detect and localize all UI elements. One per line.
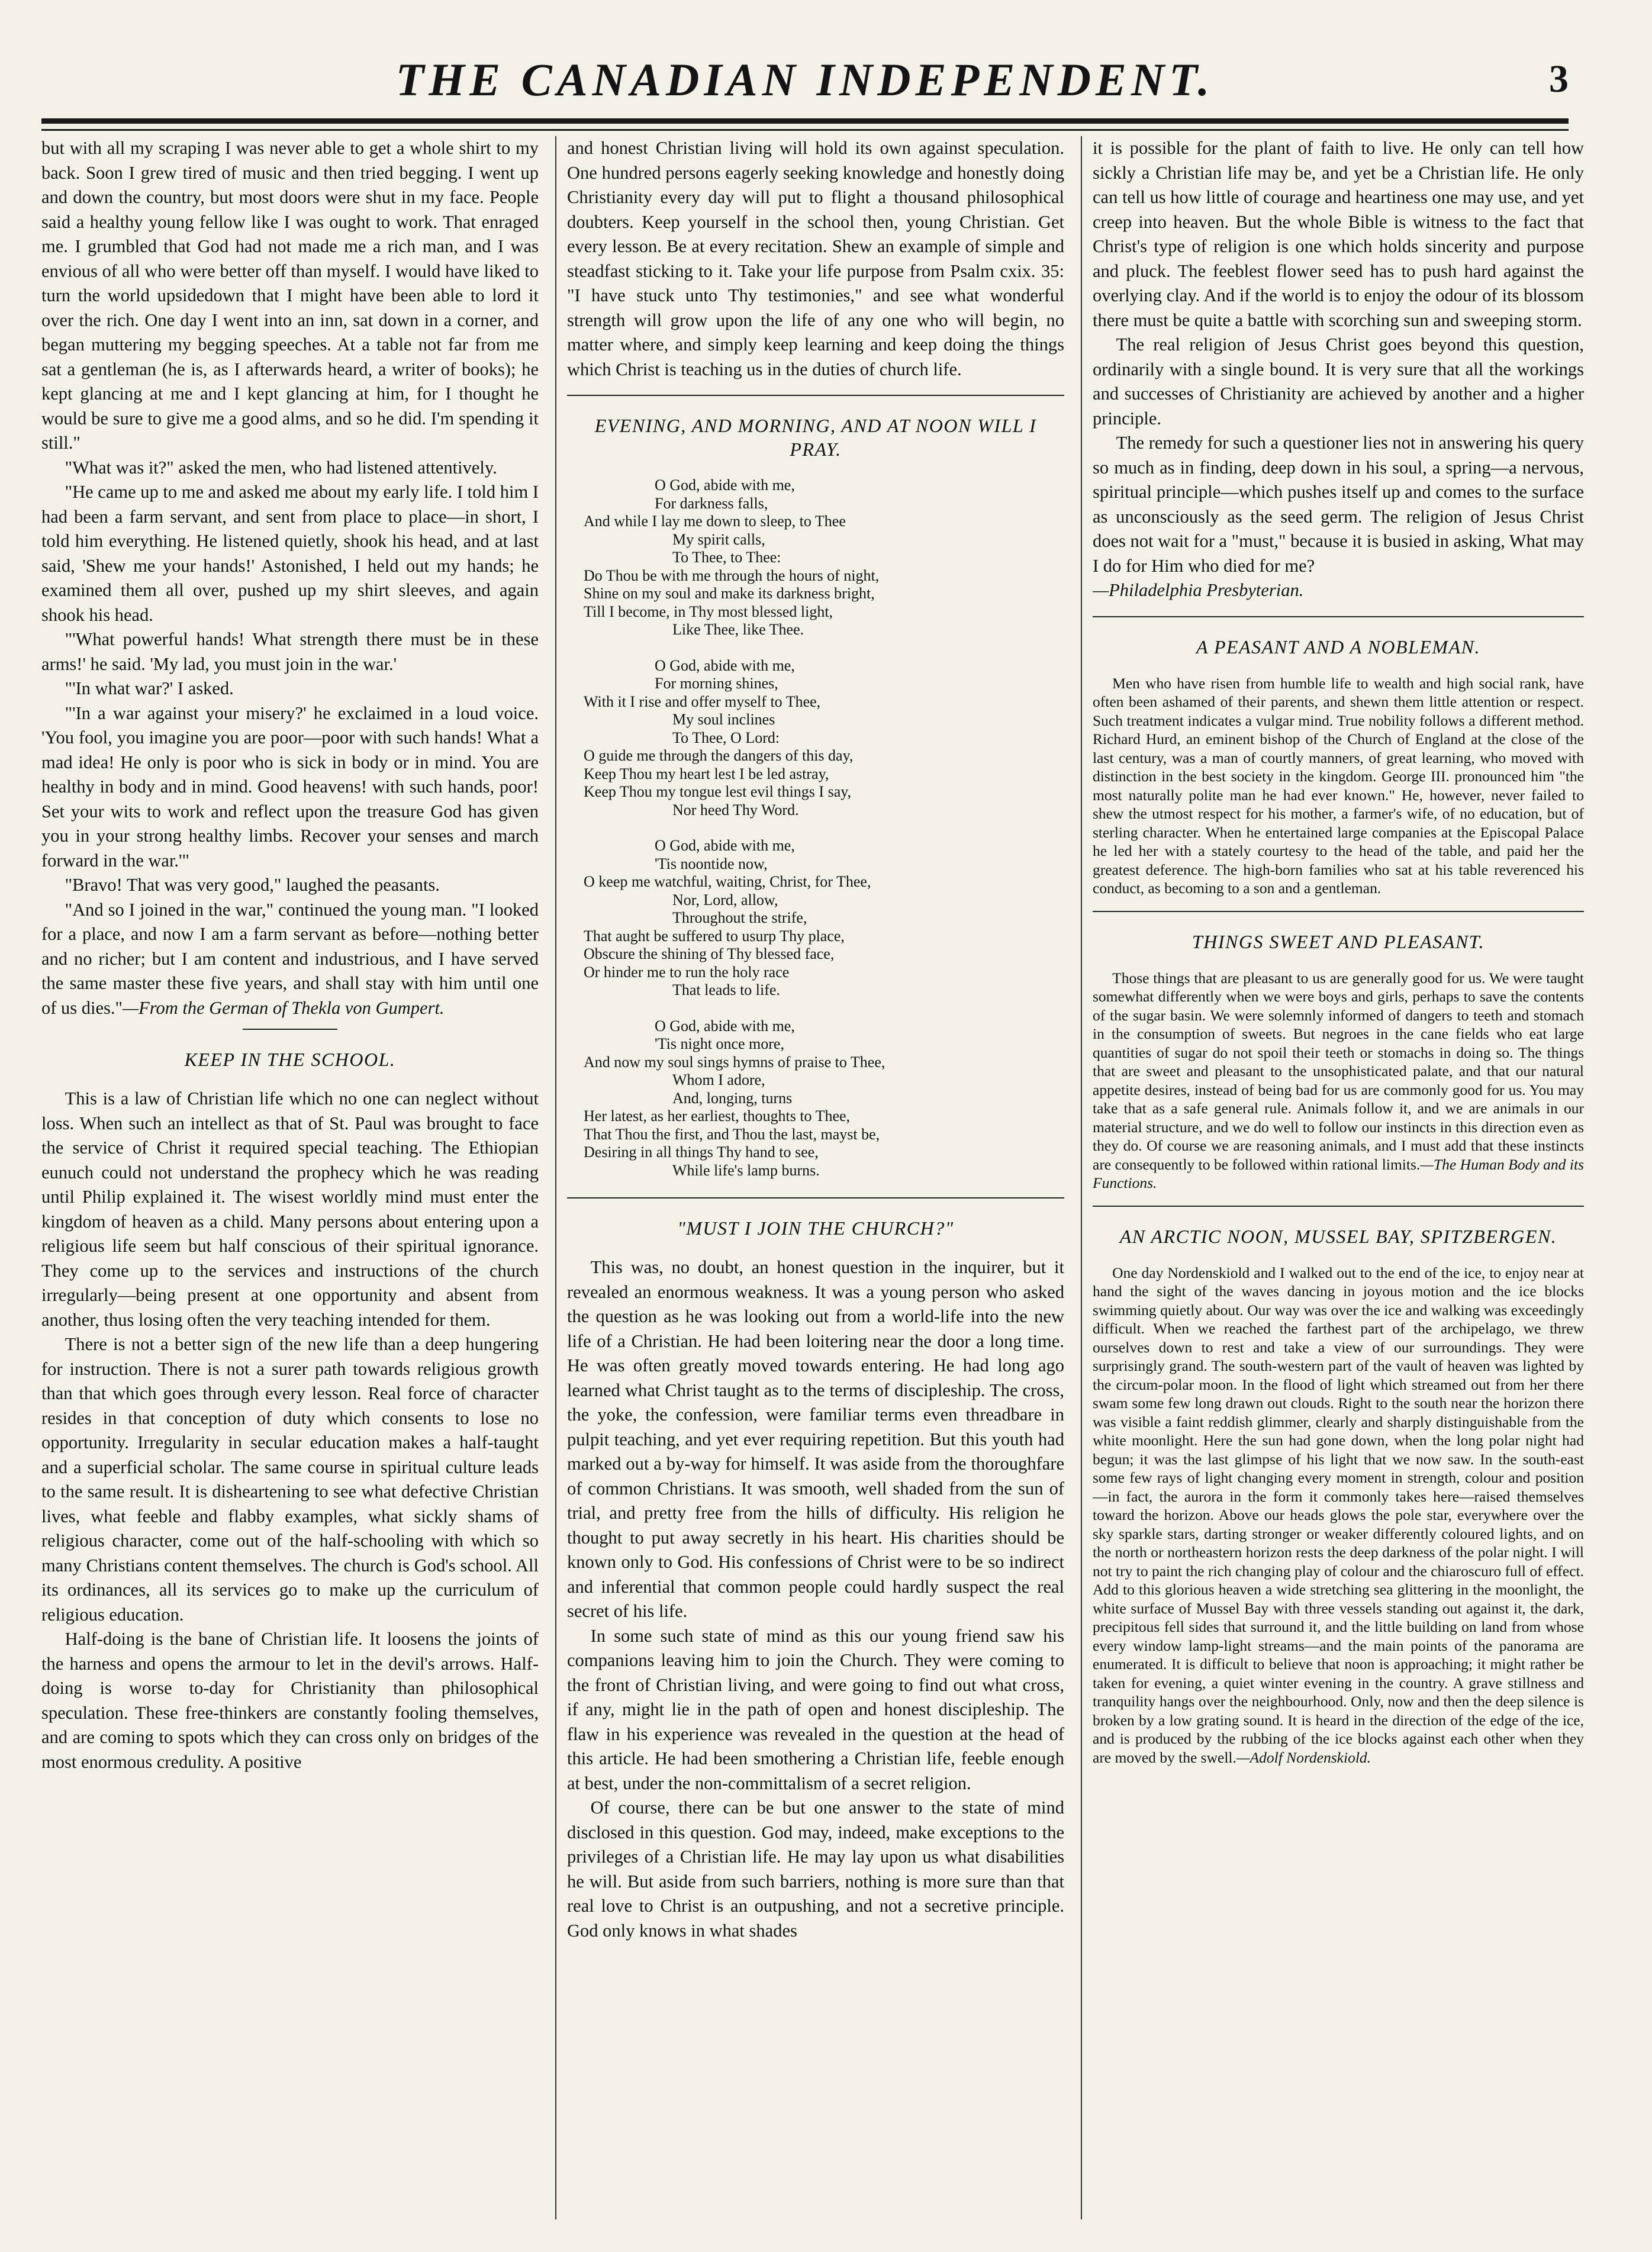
- masthead-rule-thin: [41, 129, 1569, 131]
- poem-line: My soul inclines: [672, 711, 775, 728]
- story-paragraph: "What was it?" asked the men, who had listened attentively.: [65, 457, 497, 478]
- keep-paragraph: This is a law of Christian life which no one can neglect without loss. When such an intellect as that of St. Paul was brought to face the service of Christ it required special teaching. The Ethiopian eunuch could not understand the prophecy which he was reading until Philip explained it. The wisest worldly mind must enter the kingdom of heaven as a child. Many persons about entering upon a religious life seem but half conscious of their spiritual ignorance. They come up to the services and instructions of the church irregularly—being present at one opportunity and absent from another, thus losing often the very teaching intended for them.: [41, 1088, 539, 1330]
- poem-line: For morning shines,: [655, 675, 778, 692]
- poem-line: Shine on my soul and make its darkness bright,: [584, 585, 875, 602]
- poem-line: O God, abide with me,: [655, 837, 795, 854]
- story-source: —From the German of Thekla von Gumpert.: [122, 997, 445, 1018]
- must-paragraph: This was, no doubt, an honest question in the inquirer, but it revealed an enormous weakness. It was a young person who asked the question as he was looking out from a world-life into the new life of a Christian. He had been loitering near the door a long time. He was often greatly moved towards entering. He had long ago learned what Christ taught as to the terms of discipleship. The cross, the yoke, the confession, were familiar terms even threadbare in pulpit teaching, and yet ever requiring repetition. But this youth had marked out a by-way for himself. It was aside from the thoroughfare of common Christians. It was smooth, well shaded from the sun of trial, and pretty free from the hills of difficulty. His religion he thought to put away secretly in his heart. His charities should be known only to God. His confessions of Christ were to be so indirect and inferential that common people could hardly suspect the real secret of his life.: [567, 1257, 1064, 1621]
- masthead: [41, 30, 1569, 118]
- poem-line: Obscure the shining of Thy blessed face,: [584, 945, 835, 962]
- must-paragraph-continued: The real religion of Jesus Christ goes beyond this question, ordinarily with a single bound. It is very sure that all the workings and successes of Christianity are achieved by another and a higher principle.: [1093, 334, 1584, 429]
- poem-line: And, longing, turns: [672, 1089, 793, 1107]
- story-paragraph: "He came up to me and asked me about my early life. I told him I had been a farm servant, and sent from place to place—in short, I told him everything. He listened quietly, shook his head, and at last said, 'Shew me your hands!' Astonished, I held out my hands; he examined them all over, pushed up my shirt sleeves, and again shook his head.: [41, 482, 539, 625]
- poem-heading: EVENING, AND MORNING, AND AT NOON WILL I PRAY.: [594, 415, 1037, 460]
- things-paragraph-text: Those things that are pleasant to us are generally good for us. We were taught somewhat differently when we were boys and girls, perhaps to save the contents of the sugar basin. We were solemnly informed of dangers to teeth and stomach in the consumption of sweets. But negroes in the cane fields who eat large quantities of sugar do not spoil their teeth or stomachs in doing so. The things that are sweet and pleasant to the unsophisticated palate, and that our natural appetite desires, instead of being bad for us are commonly good for us. You may take that as a safe general rule. Animals follow it, and we are animals in our material structure, and we do well to follow our instincts in this direction even as they do. Of course we are reasoning animals, and I must add that these instincts are consequently to be followed within rational limits.: [1093, 969, 1584, 1173]
- poem-line: O God, abide with me,: [655, 1017, 795, 1035]
- section-rule: [1093, 911, 1584, 912]
- poem-line: To Thee, O Lord:: [672, 729, 780, 746]
- poem-line: Her latest, as her earliest, thoughts to Thee,: [584, 1107, 851, 1125]
- poem-line: Like Thee, like Thee.: [672, 621, 804, 638]
- things-paragraph: [1093, 969, 1584, 1193]
- things-heading: THINGS SWEET AND PLEASANT.: [1191, 930, 1485, 952]
- must-i-join-heading: "MUST I JOIN THE CHURCH?": [677, 1217, 954, 1239]
- must-paragraph: In some such state of mind as this our young friend saw his companions leaving him to join the Church. They were coming to the front of Christian living, and were going to find out what cross, if any, might lie in the path of open and honest discipleship. The flaw in his experience was revealed in the question at the head of this article. He had been smothering a Christian life, feeble enough at best, under the non-committalism of a secret religion.: [567, 1625, 1064, 1793]
- masthead-rule-thick: [41, 118, 1569, 124]
- story-paragraph: "'In what war?' I asked.: [65, 678, 234, 698]
- must-paragraph-continued: [1093, 431, 1584, 603]
- poem-line: 'Tis noontide now,: [655, 855, 768, 872]
- story-paragraph: "'In a war against your misery?' he exclaimed in a loud voice. 'You fool, you imagine you are poor—poor with such hands! What a mad idea! He only is poor who is sick in body or in mind. You are healthy in body and in mind. Good heavens! with such hands, poor! Set your wits to work and reflect upon the treasure God has given you in your strong healthy limbs. Recover your senses and march forward in the war.'": [41, 703, 539, 871]
- keep-paragraph-continued: and honest Christian living will hold its own against speculation. One hundred persons eagerly seeking knowledge and honestly doing Christianity every day will put to flight a thousand philosophical doubters. Keep yourself in the school then, young Christian. Get every lesson. Be at every recitation. Shew an example of simple and steadfast sticking to it. Take your life purpose from Psalm cxix. 35: "I have stuck unto Thy testimonies," and see what wonderful strength will grow upon the life of any one who will begin, no matter where, and simply keep learning and keep doing the things which Christ is teaching us in the duties of church life.: [567, 138, 1064, 379]
- small-articles: [1093, 635, 1584, 1767]
- keep-in-school-heading: KEEP IN THE SCHOOL.: [184, 1049, 396, 1070]
- story-paragraph-text: "And so I joined in the war," continued the young man. "I looked for a place, and now I am a farm servant as before—nothing better and no richer; but I am content and industrious, and I have served the same master these five years, and shall stay with him until one of us dies.": [41, 899, 539, 1018]
- section-rule: [1093, 1206, 1584, 1207]
- arctic-paragraph-text: One day Nordenskiold and I walked out to the end of the ice, to enjoy near at hand the sight of the waves dancing in joyous motion and the ice blocks swimming quietly about. Our way was over the ice and walking was exceedingly difficult. When we reached the farthest part of the archipelago, we threw ourselves down to rest and take a view of our surroundings. They were surprisingly grand. The south-western part of the vault of heaven was lighted by the circum-polar moon. In the flood of light which streamed out from her there swam some few long drawn out clouds. Right to the south near the horizon there was visible a faint reddish glimmer, clearly and sharply distinguishable from the white moonlight. Here the sun had gone down, when the long polar night had begun; it was the last glimpse of his light that we now saw. In the south-east some few rays of light changing every moment in strength, colour and position—in fact, the aurora in the form it commonly takes here—raised themselves toward the horizon. Above our heads glows the pole star, everywhere over the sky sparkle stars, darting stronger or weaker differently coloured lights, and on the north or northeastern horizon rests the deep darkness of the polar night. I will not try to paint the rich changing play of colour and the chiaroscuro full of effect. Add to this glorious heaven a wide stretching sea glittering in the moonlight, the white surface of Mussel Bay with three vessels standing out against it, the dark, precipitous fell sides that surround it, and the little building on land from whose every window lamp-light streams—and the main points of the panorama are enumerated. It is difficult to believe that noon is approaching; it might rather be taken for evening, a quiet winter evening in the country. A grave stillness and tranquility hangs over the neighbourhood. Only, now and then the deep silence is broken by a low grating sound. It is heard in the direction of the edge of the ice, and is produced by the rubbing of the ice blocks against each other when they are moved by the swell.: [1093, 1264, 1584, 1766]
- poem-line: O God, abide with me,: [655, 476, 795, 494]
- peasant-heading: A PEASANT AND A NOBLEMAN.: [1196, 636, 1480, 658]
- poem-line: To Thee, to Thee:: [672, 549, 781, 566]
- story-paragraph: "'What powerful hands! What strength there must be in these arms!' he said. 'My lad, you must join in the war.': [41, 629, 539, 674]
- poem-line: Whom I adore,: [672, 1071, 765, 1088]
- poem-line: Keep Thou my tongue lest evil things I say,: [584, 783, 852, 800]
- poem-line: Or hinder me to run the holy race: [584, 963, 790, 981]
- arctic-heading: AN ARCTIC NOON, MUSSEL BAY, SPITZBERGEN.: [1119, 1225, 1557, 1247]
- arctic-source: —Adolf Nordenskiold.: [1236, 1748, 1371, 1766]
- poem-line: O guide me through the dangers of this day,: [584, 747, 854, 764]
- arctic-paragraph: [1093, 1264, 1584, 1767]
- column-2: [567, 136, 1064, 2219]
- section-rule: [243, 1029, 337, 1030]
- story-paragraph: [41, 898, 539, 1021]
- keep-paragraph: There is not a better sign of the new life than a deep hungering for instruction. There is not a surer path towards religious growth than that which goes through every lesson. Real force of character resides in that conception of duty which consents to lose no opportunity. Irregularity in secular education makes a half-taught and a superficial scholar. The same course in spiritual culture leads to the same result. It is disheartening to see what defective Christian lives, what feeble and flabby examples, what sickly shams of religious character, come out of the half-schooling with which so many Christians content themselves. The church is God's school. All its ordinances, all its services go to make up the curriculum of religious education.: [41, 1334, 539, 1625]
- poem-line: Desiring in all things Thy hand to see,: [584, 1143, 819, 1161]
- poem-line: While life's lamp burns.: [672, 1161, 820, 1179]
- story-paragraph: but with all my scraping I was never able to get a whole shirt to my back. Soon I grew tired of music and then tried begging. I went up and down the country, but most doors were shut in my face. People said a healthy young fellow like I was ought to work. That enraged me. I grumbled that God had not made me a rich man, and I was envious of all who were better off than myself. I would have liked to turn the world upsidedown that I might have been able to lord it over the rich. One day I went into an inn, sat down in a corner, and began muttering my begging speeches. At a table not far from me sat a gentleman (he is, as I afterwards heard, a writer of books); he kept glancing at me and I kept glancing at him, for I thought he would be sure to give me a good alms, and so he did. I'm spending it still.": [41, 138, 539, 453]
- poem-line: That leads to life.: [672, 981, 780, 998]
- poem-stanza: [584, 1017, 1064, 1180]
- poem-line: Throughout the strife,: [672, 909, 807, 926]
- column-divider-2: [1081, 136, 1082, 2219]
- poem: [584, 476, 1064, 1180]
- poem-line: My spirit calls,: [672, 530, 765, 548]
- poem-line: And while I lay me down to sleep, to Thee: [584, 513, 846, 530]
- column-3: [1093, 136, 1584, 2219]
- column-1: [41, 136, 539, 2219]
- poem-line: Nor heed Thy Word.: [672, 801, 799, 819]
- poem-line: That Thou the first, and Thou the last, mayst be,: [584, 1125, 880, 1143]
- poem-line: With it I rise and offer myself to Thee,: [584, 692, 821, 710]
- poem-line: Till I become, in Thy most blessed light,: [584, 603, 833, 620]
- poem-line: 'Tis night once more,: [655, 1035, 784, 1052]
- section-rule: [567, 1197, 1064, 1199]
- must-paragraph-continued: it is possible for the plant of faith to live. He only can tell how sickly a Christian life may be, and yet be a Christian life. He only can tell us how little of courage and heartiness one may use, and yet creep into heaven. But the whole Bible is witness to the fact that Christ's type of religion is one which holds sincerity and purpose and pluck. The feeblest flower seed has to push hard against the overlying clay. And if the world is to enjoy the odour of its blossom there must be quite a battle with scorching sun and sweeping storm.: [1093, 138, 1584, 330]
- story-paragraph: "Bravo! That was very good," laughed the peasants.: [65, 875, 440, 895]
- must-source: —Philadelphia Presbyterian.: [1093, 580, 1304, 600]
- poem-line: For darkness falls,: [655, 494, 768, 512]
- poem-stanza: [584, 476, 1064, 639]
- poem-line: That aught be suffered to usurp Thy place,: [584, 927, 845, 945]
- poem-line: Nor, Lord, allow,: [672, 891, 778, 908]
- must-paragraph: Of course, there can be but one answer to the state of mind disclosed in this question. God may, indeed, make exceptions to the privileges of a Christian life. He may lay upon us what disabilities he will. But aside from such barriers, nothing is more sure than that real love to Christ is an outpushing, and not a secretive principle. God only knows in what shades: [567, 1797, 1064, 1941]
- peasant-paragraph: Men who have risen from humble life to wealth and high social rank, have often been ashamed of their parents, and shewn them little attention or respect. Such treatment indicates a vulgar mind. True nobility follows a different method. Richard Hurd, an eminent bishop of the Church of England at the close of the last century, was a man of courtly manners, of great learning, who moved with distinction in the best society in the kingdom. George III. pronounced him "the most naturally polite man he had ever known." He, however, never failed to shew the utmost respect for his mother, a farmer's wife, of no education, but of sterling character. When he entertained large companies at the Episcopal Palace he led her with a stately courtesy to the head of the table, and paid her the greatest deference. The high-born families who sat at his table reverenced his conduct, as becoming to a son and a gentleman.: [1093, 674, 1584, 897]
- section-rule: [567, 395, 1064, 396]
- section-rule: [1093, 616, 1584, 617]
- things-source: —The Human Body and its Functions.: [1093, 1155, 1584, 1191]
- page-number: 3: [1549, 57, 1569, 101]
- poem-stanza: [584, 657, 1064, 820]
- poem-line: Keep Thou my heart lest I be led astray,: [584, 765, 829, 782]
- column-divider-1: [555, 136, 556, 2219]
- poem-line: And now my soul sings hymns of praise to Thee,: [584, 1053, 885, 1071]
- must-paragraph-text: The remedy for such a questioner lies not in answering his query so much as in finding, deep down in his soul, a spring—a nervous, spiritual principle—which pushes itself up and comes to the surface as unconsciously as the seed germ. The religion of Jesus Christ does not wait for a "must," because it is busied in asking, What may I do for Him who died for me?: [1093, 433, 1584, 576]
- keep-paragraph: Half-doing is the bane of Christian life. It loosens the joints of the harness and opens the armour to let in the devil's arrows. Half-doing is worse to-day for Christianity than philosophical speculation. These free-thinkers are constantly fooling themselves, and are coming to spots which they can cross only on bridges of the most enormous credulity. A positive: [41, 1629, 539, 1772]
- masthead-title: THE CANADIAN INDEPENDENT.: [395, 54, 1215, 105]
- poem-stanza: [584, 837, 1064, 1000]
- poem-line: Do Thou be with me through the hours of night,: [584, 566, 880, 584]
- poem-line: O God, abide with me,: [655, 656, 795, 674]
- poem-line: O keep me watchful, waiting, Christ, for Thee,: [584, 873, 871, 890]
